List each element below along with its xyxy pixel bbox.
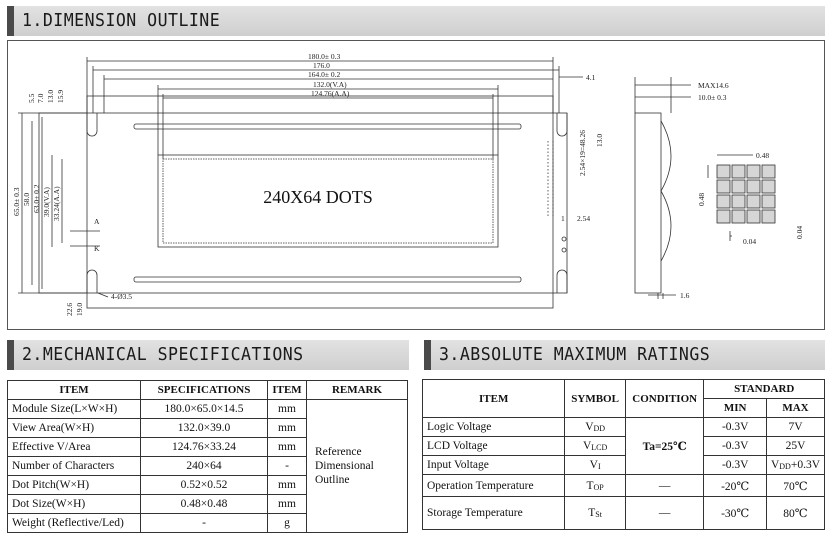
cell-item: Storage Temperature <box>423 497 565 530</box>
table-row <box>423 497 825 530</box>
dim-180: 180.0± 0.3 <box>308 52 341 61</box>
symbol-main: V <box>589 459 598 471</box>
cell-unit: mm <box>268 476 307 495</box>
cell-condition: — <box>625 497 704 530</box>
cell-spec: - <box>141 514 268 533</box>
cell-item: Number of Characters <box>8 457 141 476</box>
col-max: MAX <box>766 399 824 418</box>
cell-remark <box>307 400 408 533</box>
connector-pins <box>548 130 604 252</box>
cell-symbol <box>565 475 626 497</box>
table-row <box>423 475 825 497</box>
max-sub: DD <box>779 462 791 471</box>
cell-unit: mm <box>268 419 307 438</box>
bottom-slot <box>134 277 521 282</box>
table-row <box>423 418 825 437</box>
dimension-drawing <box>7 40 825 330</box>
dim-19-0: 19.0 <box>75 302 84 316</box>
cell-spec: 132.0×39.0 <box>141 419 268 438</box>
symbol-sub: St <box>595 510 602 519</box>
pin-pitch: 2.54×19=48.26 <box>578 130 587 176</box>
mount-hole-br <box>557 270 567 293</box>
table-header-row <box>423 380 825 399</box>
cell-item: Operation Temperature <box>423 475 565 497</box>
cell-symbol <box>565 437 626 456</box>
top-dimensions <box>87 52 596 159</box>
cell-spec: 0.48×0.48 <box>141 495 268 514</box>
dim-164: 164.0± 0.2 <box>308 70 341 79</box>
cell-item: Effective V/Area <box>8 438 141 457</box>
mount-hole-tr <box>557 113 567 136</box>
col-remark: REMARK <box>307 381 408 400</box>
dot-width: 0.48 <box>756 151 770 160</box>
col-specifications: SPECIFICATIONS <box>141 381 268 400</box>
dim-10: 10.0± 0.3 <box>698 93 727 102</box>
cell-max: 25V <box>766 437 824 456</box>
dim-33: 33.24(A.A) <box>52 186 61 221</box>
symbol-main: T <box>588 507 596 519</box>
dot-height: 0.48 <box>697 192 706 206</box>
table-row <box>423 437 825 456</box>
cell-max: 7V <box>766 418 824 437</box>
cell-unit: - <box>268 457 307 476</box>
cell-symbol <box>565 418 626 437</box>
dim-15-9: 15.9 <box>56 89 65 103</box>
cell-spec: 240×64 <box>141 457 268 476</box>
dots-label: 240X64 DOTS <box>263 187 373 207</box>
max-sym: V <box>770 459 780 471</box>
dim-max14-6: MAX14.6 <box>698 81 729 90</box>
symbol-sub: DD <box>593 424 606 433</box>
cell-unit: mm <box>268 400 307 419</box>
col-unit: ITEM <box>268 381 307 400</box>
col-min: MIN <box>704 399 767 418</box>
dim-63: 63.0± 0.2 <box>32 184 41 213</box>
col-symbol: SYMBOL <box>565 380 626 418</box>
pin-1: 1 <box>561 214 565 223</box>
section-title: 1.DIMENSION OUTLINE <box>22 10 221 31</box>
dim-176: 176.0 <box>313 61 330 70</box>
remark-line: Outline <box>315 474 350 486</box>
symbol-main: V <box>582 440 592 452</box>
remark-line: Reference <box>315 446 362 458</box>
dim-132: 132.0(V.A) <box>313 80 347 89</box>
symbol-main: V <box>585 421 594 433</box>
cell-item: Dot Pitch(W×H) <box>8 476 141 495</box>
gap-width: 0.04 <box>743 237 757 246</box>
cell-item: Dot Size(W×H) <box>8 495 141 514</box>
cell-item: View Area(W×H) <box>8 419 141 438</box>
dim-7-0: 7.0 <box>36 93 45 103</box>
dim-39: 39.0(V.A) <box>42 187 51 217</box>
cell-condition: — <box>625 475 704 497</box>
top-slot <box>134 124 521 129</box>
cell-item: Module Size(L×W×H) <box>8 400 141 419</box>
cell-spec: 180.0×65.0×14.5 <box>141 400 268 419</box>
col-standard: STANDARD <box>704 380 825 399</box>
dim-22-6: 22.6 <box>65 302 74 316</box>
holes-label: 4-Ø3.5 <box>111 292 133 301</box>
cell-min: -20℃ <box>704 475 767 497</box>
mount-hole-tl <box>87 113 97 136</box>
dim-4-1: 4.1 <box>586 73 596 82</box>
cell-spec: 124.76×33.24 <box>141 438 268 457</box>
gap-height: 0.04 <box>795 225 804 239</box>
cell-item: Input Voltage <box>423 456 565 475</box>
cell-spec: 0.52×0.52 <box>141 476 268 495</box>
mechanical-spec-table <box>7 380 408 533</box>
table-row <box>423 456 825 475</box>
symbol-main: T <box>586 479 594 492</box>
cell-max: 80℃ <box>766 497 824 530</box>
col-item: ITEM <box>423 380 565 418</box>
dim-5-5: 5.5 <box>27 93 36 103</box>
cell-item: LCD Voltage <box>423 437 565 456</box>
outline-drawing-svg <box>8 41 824 329</box>
cell-unit: g <box>268 514 307 533</box>
dim-58: 58.0 <box>22 192 31 206</box>
dim-65: 65.0± 0.3 <box>12 187 21 216</box>
table-row <box>8 400 408 419</box>
dot-detail <box>697 151 804 246</box>
dim-13-right: 13.0 <box>595 133 604 147</box>
side-view <box>635 77 729 300</box>
cell-item: Logic Voltage <box>423 418 565 437</box>
symbol-sub: OP <box>593 482 604 492</box>
section-header-mechanical <box>7 340 409 370</box>
col-item: ITEM <box>8 381 141 400</box>
cell-condition: Ta=25℃ <box>625 418 704 475</box>
dim-124: 124.76(A.A) <box>311 89 350 98</box>
cell-max <box>766 456 824 475</box>
symbol-sub: I <box>597 462 601 471</box>
section-title: 3.ABSOLUTE MAXIMUM RATINGS <box>439 344 711 365</box>
cell-min: -0.3V <box>704 456 767 475</box>
cell-item: Weight (Reflective/Led) <box>8 514 141 533</box>
pin-254: 2.54 <box>577 214 591 223</box>
symbol-sub: LCD <box>591 443 608 452</box>
section-header-dimension <box>7 6 825 36</box>
col-condition: CONDITION <box>625 380 704 418</box>
cell-max: 70℃ <box>766 475 824 497</box>
cell-min: -30℃ <box>704 497 767 530</box>
section-header-absolute <box>424 340 825 370</box>
remark-line: Dimensional <box>315 460 374 472</box>
pin-a: A <box>94 217 100 226</box>
pin-k: K <box>94 244 100 253</box>
cell-unit: mm <box>268 438 307 457</box>
section-title: 2.MECHANICAL SPECIFICATIONS <box>22 344 304 365</box>
cell-min: -0.3V <box>704 437 767 456</box>
cell-min: -0.3V <box>704 418 767 437</box>
max-rest: +0.3V <box>790 459 820 471</box>
absolute-ratings-table <box>422 379 825 530</box>
cell-symbol <box>565 456 626 475</box>
cell-unit: mm <box>268 495 307 514</box>
mount-hole-bl <box>87 270 97 293</box>
table-header-row <box>8 381 408 400</box>
dim-1-6: 1.6 <box>680 291 690 300</box>
dim-13-0: 13.0 <box>46 89 55 103</box>
left-dimensions <box>12 90 132 316</box>
cell-symbol <box>565 497 626 530</box>
